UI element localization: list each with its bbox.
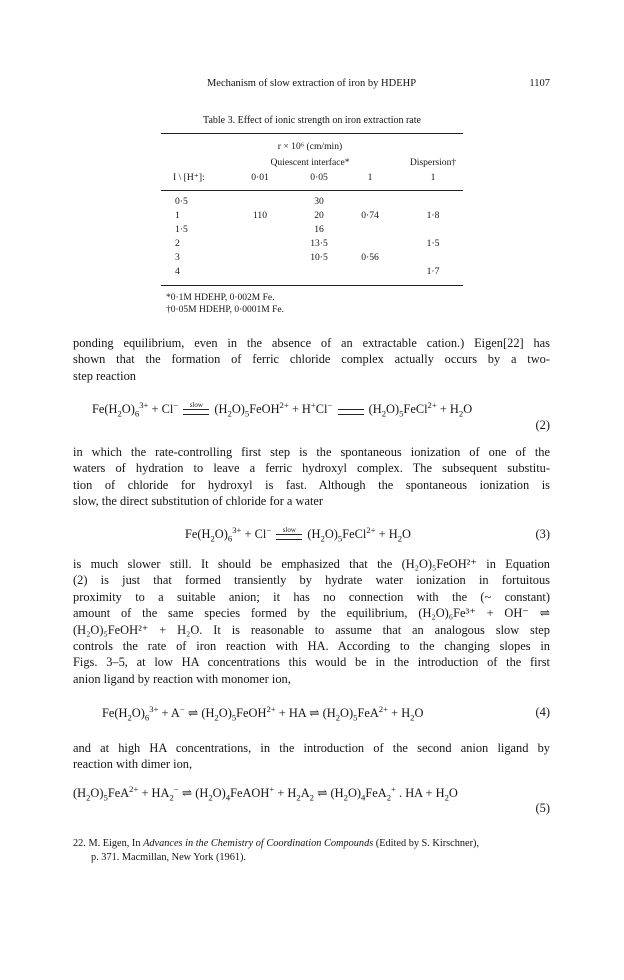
- header-title: Mechanism of slow extraction of iron by HDEHP: [206, 78, 417, 89]
- text-line: tion of chloride for hydroxyl is fast. Although the spontaneous ionization is: [73, 477, 550, 492]
- table-top-rule: [161, 133, 463, 134]
- text-line: controls the rate of iron reaction with HA. According to the changing slopes in: [73, 638, 550, 653]
- equation-2: $Fe(H_2O)_6^{3+} + Cl^-$ slow $(H_2O)_5FeOH^{2+} + H^+Cl^-$ $(H_2O)_5FeCl^{2+} + H_2O$: [92, 399, 473, 419]
- quiescent-label: Quiescent interface*: [270, 157, 350, 168]
- cell-I: 4: [175, 266, 180, 277]
- paragraph-2: [73, 444, 550, 510]
- ionic-strength-label: I \ [H⁺]:: [173, 172, 205, 183]
- text-line: and at high HA concentrations, in the introduction of the second anion ligand by: [73, 741, 550, 755]
- text-line: shown that the formation of ferric chloride complex actually occurs by a two-: [73, 352, 550, 367]
- slow-equilibrium-arrow: slow: [181, 407, 211, 413]
- equation-3-number: (3): [535, 527, 550, 541]
- text-line: step reaction: [73, 368, 136, 383]
- cell-I: 0·5: [175, 196, 188, 207]
- table-body: [161, 196, 463, 282]
- cell-q1: 0·56: [361, 252, 379, 263]
- slow-equilibrium-arrow: slow: [274, 532, 304, 538]
- col-header-q1: 1: [367, 172, 373, 183]
- cell-I: 3: [175, 252, 180, 263]
- table-header: [161, 141, 463, 191]
- cell-q005: 16: [314, 224, 324, 235]
- text-line: proximity to a suitable anion; it has no connection with the (~ constant): [73, 589, 550, 604]
- table-bottom-rule: [161, 285, 463, 286]
- table-note-1: *0·1M HDEHP, 0·002M Fe.: [166, 293, 275, 303]
- cell-d1: 1·7: [426, 266, 440, 277]
- col-header-q005: 0·05: [310, 172, 328, 183]
- table-caption: Table 3. Effect of ionic strength on iron extraction rate: [203, 115, 421, 126]
- cell-I: 1·5: [175, 224, 188, 235]
- col-header-q001: 0·01: [251, 172, 269, 183]
- cell-q001: 110: [252, 210, 268, 221]
- reference-editor: (Edited by S. Kirschner),: [373, 838, 480, 849]
- text-line: ponding equilibrium, even in the absence of an extractable cation.) Eigen[22] has: [73, 336, 550, 350]
- paragraph-3: [73, 556, 550, 687]
- reference-22: [73, 837, 553, 864]
- reference-authors: 22. M. Eigen, In: [73, 838, 144, 849]
- reference-line-1: [73, 837, 553, 851]
- table-note-2: †0·05M HDEHP, 0·0001M Fe.: [166, 305, 284, 315]
- cell-q1: 0·74: [361, 210, 379, 221]
- cell-I: 2: [175, 238, 180, 249]
- equation-3: $Fe(H_2O)_6^{3+} + Cl^-$ slow $(H_2O)_5FeCl^{2+} + H_2O$: [185, 524, 411, 544]
- col-header-d1: 1: [430, 172, 436, 183]
- cell-q005: 13·5: [310, 238, 328, 249]
- text-line: anion ligand by reaction with monomer ion,: [73, 671, 291, 686]
- page-number: 1107: [529, 78, 550, 89]
- dispersion-label: Dispersion†: [409, 157, 457, 168]
- text-line: (2) is just that formed transiently by hydrate water ionization in fortuitous: [73, 573, 550, 588]
- text-line: slow, the direct substitution of chloride for a water: [73, 494, 324, 509]
- cell-q005: 10·5: [310, 252, 328, 263]
- cell-d1: 1·5: [426, 238, 440, 249]
- equation-4: $Fe(H_2O)_6^{3+} + A^-$ ⇌ $(H_2O)_5FeOH^{2+}$ + HA ⇌ $(H_2O)_5FeA^{2+} + H_2O$: [102, 703, 424, 723]
- reference-line-2: p. 371. Macmillan, New York (1961).: [91, 851, 247, 863]
- text-line: amount of the same species formed by the equilibrium, (H₂O)₆Fe³⁺ + OH⁻ ⇌: [73, 606, 550, 621]
- text-line: reaction with dimer ion,: [73, 757, 193, 772]
- text-line: in which the rate-controlling first step is the spontaneous ionization of one of the: [73, 445, 550, 459]
- cell-d1: 1·8: [426, 210, 440, 221]
- rate-unit-label: r × 10⁶ (cm/min): [277, 141, 343, 152]
- reference-book-title: Advances in the Chemistry of Coordination Compounds: [143, 838, 374, 849]
- cell-I: 1: [175, 210, 180, 221]
- equation-2-number: (2): [535, 418, 550, 432]
- text-line: is much slower still. It should be emphasized that the (H₂O)₅FeOH²⁺ in Equation: [73, 557, 550, 571]
- text-line: Figs. 3–5, at low HA concentrations this would be in the introduction of the first: [73, 655, 550, 670]
- text-line: waters of hydration to leave a ferric hydroxyl complex. The subsequent substitu-: [73, 461, 550, 476]
- table-header-rule: [161, 190, 463, 191]
- paragraph-1: [73, 335, 550, 384]
- cell-q005: 20: [314, 210, 324, 221]
- equation-5: $(H_2O)_5FeA^{2+} + HA_2^-$ ⇌ $(H_2O)_4FeAOH^+ + H_2A_2$ ⇌ $(H_2O)_4FeA_2^+$ . HA + $H_2O$: [73, 783, 458, 803]
- running-header: [73, 78, 550, 96]
- equation-5-number: (5): [535, 801, 550, 815]
- equation-4-number: (4): [535, 705, 550, 719]
- text-line: (H₂O)₅FeOH²⁺ + H₂O. It is reasonable to assume that an analogous slow step: [73, 622, 550, 637]
- paragraph-4: [73, 740, 550, 773]
- equilibrium-arrow: [336, 407, 366, 413]
- cell-q005: 30: [314, 196, 324, 207]
